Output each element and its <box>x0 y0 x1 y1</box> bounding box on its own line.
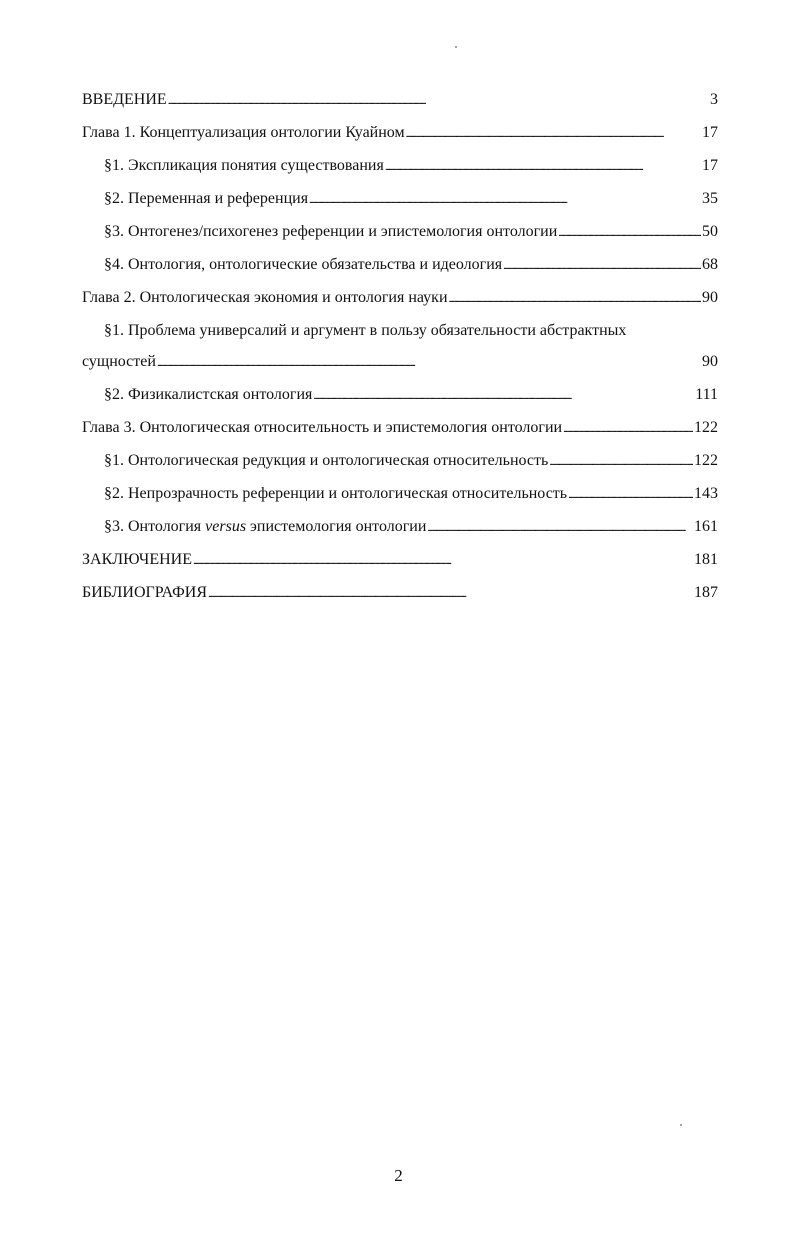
toc-title-emphasis: versus <box>205 518 247 535</box>
toc-entry-ch3-sec1[interactable] <box>82 445 718 478</box>
toc-entry-page: 181 <box>694 551 718 568</box>
toc-entry-page: 35 <box>702 190 718 207</box>
toc-leader-dots <box>449 282 702 315</box>
toc-entry-title: Глава 3. Онтологическая относительность и эпистемология онтологии <box>82 419 563 436</box>
toc-leader-dots <box>558 216 701 249</box>
toc-title-part: §3. Онтология <box>104 518 206 535</box>
toc-entry-title: БИБЛИОГРАФИЯ <box>82 584 208 601</box>
toc-leader-dots <box>193 544 693 577</box>
toc-entry-page: 50 <box>702 223 718 240</box>
toc-leader-dots <box>427 511 693 544</box>
toc-leader-dots <box>549 445 693 478</box>
toc-entry-title: §2. Переменная и референция <box>104 190 309 207</box>
toc-entry-chapter-3[interactable] <box>82 412 718 445</box>
toc-entry-page: 68 <box>702 256 718 273</box>
toc-leader-dots <box>168 84 709 117</box>
toc-entry-chapter-2[interactable] <box>82 282 718 315</box>
toc-entry-conclusion[interactable] <box>82 544 718 577</box>
toc-entry-title: §1. Проблема универсалий и аргумент в пользу обязательности абстрактных <box>104 322 627 339</box>
toc-entry-ch2-sec2[interactable] <box>82 379 718 412</box>
toc-entry-page: 122 <box>694 419 718 436</box>
toc-leader-dots <box>568 478 693 511</box>
toc-entry-title: §2. Непрозрачность референции и онтологическая относительность <box>104 485 568 502</box>
toc-leader-dots <box>309 183 701 216</box>
toc-entry-ch1-sec1[interactable] <box>82 150 718 183</box>
toc-entry-title: Глава 1. Концептуализация онтологии Куайном <box>82 124 405 141</box>
toc-entry-title: ЗАКЛЮЧЕНИЕ <box>82 551 192 568</box>
page-number: 2 <box>394 1166 403 1185</box>
toc-entry-ch1-sec4[interactable] <box>82 249 718 282</box>
toc-entry-title: §4. Онтология, онтологические обязательства и идеология <box>104 256 503 273</box>
toc-entry-ch3-sec3[interactable] <box>82 511 718 544</box>
toc-entry-title: Глава 2. Онтологическая экономия и онтология науки <box>82 289 448 306</box>
toc-leader-dots <box>563 412 693 445</box>
table-of-contents <box>82 84 718 610</box>
toc-entry-page: 90 <box>702 353 718 370</box>
toc-entry-chapter-1[interactable] <box>82 117 718 150</box>
toc-entry-title-continued: сущностей <box>82 353 156 370</box>
toc-leader-dots <box>503 249 701 282</box>
toc-entry-title <box>104 511 426 542</box>
toc-entry-page: 187 <box>694 584 718 601</box>
toc-entry-page: 143 <box>694 485 718 502</box>
toc-entry-page: 111 <box>695 386 718 403</box>
toc-entry-title: §2. Физикалистская онтология <box>104 386 313 403</box>
toc-entry-title: §3. Онтогенез/психогенез референции и эпистемология онтологии <box>104 223 558 240</box>
toc-entry-ch1-sec2[interactable] <box>82 183 718 216</box>
toc-entry-page: 17 <box>702 157 718 174</box>
toc-leader-dots <box>313 379 694 412</box>
toc-entry-introduction[interactable] <box>82 84 718 117</box>
toc-entry-ch2-sec1-line2[interactable] <box>82 346 718 379</box>
toc-leader-dots <box>157 346 701 379</box>
toc-entry-title: §1. Онтологическая редукция и онтологическая относительность <box>104 452 549 469</box>
toc-title-part: эпистемология онтологии <box>246 518 427 535</box>
toc-leader-dots <box>385 150 701 183</box>
toc-entry-page: 161 <box>694 518 718 535</box>
scan-speck <box>455 46 457 48</box>
toc-entry-page: 90 <box>702 289 718 306</box>
toc-entry-ch1-sec3[interactable] <box>82 216 718 249</box>
scan-speck <box>680 1124 682 1126</box>
toc-entry-page: 3 <box>710 91 718 108</box>
toc-entry-ch2-sec1-line1[interactable] <box>82 315 718 346</box>
toc-entry-ch3-sec2[interactable] <box>82 478 718 511</box>
toc-leader-dots <box>208 577 693 610</box>
toc-entry-page: 17 <box>702 124 718 141</box>
toc-entry-title: ВВЕДЕНИЕ <box>82 91 167 108</box>
toc-entry-title: §1. Экспликация понятия существования <box>104 157 384 174</box>
toc-entry-bibliography[interactable] <box>82 577 718 610</box>
toc-entry-page: 122 <box>694 452 718 469</box>
toc-leader-dots <box>406 117 701 150</box>
